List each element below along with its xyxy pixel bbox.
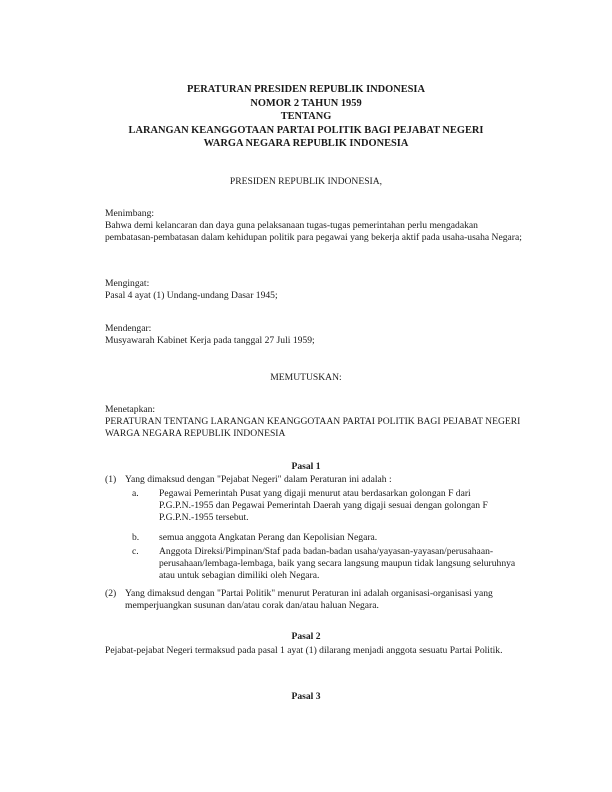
item-text: Anggota Direksi/Pimpinan/Staf pada badan-badan usaha/yayasan-yayasan/perusahaan-perusahaan/lembaga-lembaga, baik yang secara langsung maupun tidak langsung seluruhnya atau untuk sebagian dimiliki oleh Negara. (159, 546, 516, 582)
pasal-1-item-b (125, 532, 523, 544)
mendengar-label: Mendengar: (105, 323, 152, 334)
menetapkan-section (105, 404, 525, 441)
title-line-regulation: PERATURAN PRESIDEN REPUBLIK INDONESIA (187, 84, 425, 95)
pasal-1-ayat-2 (105, 588, 525, 612)
ayat-number: (1) (105, 474, 117, 485)
ayat-text: Yang dimaksud dengan "Pejabat Negeri" dalam Peraturan ini adalah : (125, 474, 392, 485)
pasal-2-text: Pejabat-pejabat Negeri termaksud pada pasal 1 ayat (1) dilarang menjadi anggota sesuatu Partai Politik. (105, 645, 503, 656)
ayat-number: (2) (105, 588, 117, 599)
mengingat-section (105, 278, 525, 302)
mendengar-section (105, 323, 525, 347)
item-letter: c. (132, 546, 139, 557)
menetapkan-label: Menetapkan: (105, 404, 156, 415)
menetapkan-text: PERATURAN TENTANG LARANGAN KEANGGOTAAN PARTAI POLITIK BAGI PEJABAT NEGERI WARGA NEGARA REPUBLIK INDONESIA (105, 416, 521, 440)
menimbang-label: Menimbang: (105, 208, 155, 219)
pasal-3-title: Pasal 3 (291, 691, 321, 702)
title-line-subject: LARANGAN KEANGGOTAAN PARTAI POLITIK BAGI PEJABAT NEGERI (128, 124, 484, 136)
item-text: semua anggota Angkatan Perang dan Kepolisian Negara. (159, 532, 378, 543)
title-line-tentang: TENTANG (280, 111, 332, 123)
item-letter: a. (132, 488, 139, 499)
pasal-2-body (105, 645, 525, 657)
item-letter: b. (132, 532, 140, 543)
mengingat-text: Pasal 4 ayat (1) Undang-undang Dasar 1945; (105, 290, 278, 302)
memutuskan-line: MEMUTUSKAN: (270, 372, 342, 383)
pasal-2-title: Pasal 2 (291, 631, 321, 642)
menimbang-section (105, 208, 525, 245)
menimbang-text: Bahwa demi kelancaran dan daya guna pelaksanaan tugas-tugas pemerintahan perlu mengadakan pembatasan-pembatasan dalam kehidupan politik para pegawai yang bekerja aktif pada usaha-usaha Negara; (105, 220, 522, 244)
pasal-1-title: Pasal 1 (291, 461, 321, 472)
document-title (0, 83, 612, 151)
mengingat-label: Mengingat: (105, 278, 150, 289)
title-line-number: NOMOR 2 TAHUN 1959 (250, 97, 362, 109)
pasal-1-ayat-1 (105, 474, 525, 486)
pasal-1-item-c (125, 546, 523, 583)
item-text: Pegawai Pemerintah Pusat yang digaji menurut atau berdasarkan golongan F dari P.G.P.N.-1955 dan Pegawai Pemerintah Daerah yang digaji sesuai dengan golongan F P.G.P.N.-1955 tersebut. (159, 488, 488, 524)
issuer-line: PRESIDEN REPUBLIK INDONESIA, (229, 176, 383, 187)
mendengar-text: Musyawarah Kabinet Kerja pada tanggal 27 Juli 1959; (105, 335, 315, 347)
ayat-text: Yang dimaksud dengan "Partai Politik" menurut Peraturan ini adalah organisasi-organisasi yang memperjuangkan susunan dan/atau corak dan/atau haluan Negara. (125, 588, 493, 612)
pasal-1-item-a (125, 488, 523, 525)
title-line-subject-cont: WARGA NEGARA REPUBLIK INDONESIA (203, 138, 409, 150)
